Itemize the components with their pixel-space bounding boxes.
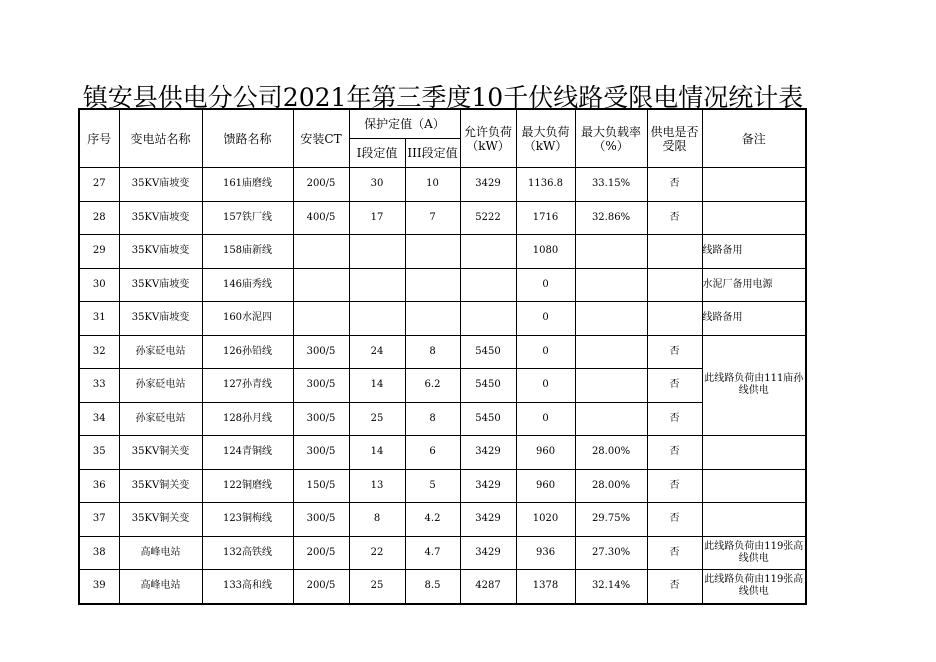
- cell-seq: 29: [79, 235, 119, 269]
- header-feeder: 馈路名称: [202, 109, 293, 168]
- header-max-load: 最大负荷（kW）: [516, 109, 575, 168]
- cell-note: 此线路负荷由119张高线供电: [702, 536, 806, 570]
- header-limited: 供电是否受限: [647, 109, 702, 168]
- cell-limited: [647, 268, 702, 302]
- cell-seq: 30: [79, 268, 119, 302]
- cell-seq: 32: [79, 335, 119, 369]
- cell-rate: [575, 402, 647, 436]
- cell-s1: 30: [349, 168, 405, 202]
- cell-s1: 8: [349, 503, 405, 537]
- cell-max: 1378: [516, 570, 575, 604]
- cell-rate: [575, 335, 647, 369]
- header-station: 变电站名称: [119, 109, 202, 168]
- cell-rate: [575, 268, 647, 302]
- cell-seq: 39: [79, 570, 119, 604]
- cell-feeder: 128孙月线: [202, 402, 293, 436]
- cell-rate: 32.14%: [575, 570, 647, 604]
- cell-seq: 27: [79, 168, 119, 202]
- cell-allowed: 3429: [460, 436, 516, 470]
- statistics-table: [78, 108, 807, 605]
- cell-limited: 否: [647, 402, 702, 436]
- cell-note: 此线路负荷由111庙孙线供电: [702, 335, 806, 436]
- cell-s3: 10: [405, 168, 460, 202]
- cell-max: 936: [516, 536, 575, 570]
- cell-max: 0: [516, 402, 575, 436]
- cell-allowed: 3429: [460, 168, 516, 202]
- cell-note: 水泥厂备用电源: [702, 268, 806, 302]
- cell-limited: 否: [647, 469, 702, 503]
- cell-allowed: 5222: [460, 201, 516, 235]
- cell-s3: 4.7: [405, 536, 460, 570]
- cell-feeder: 146庙秀线: [202, 268, 293, 302]
- table-row: [79, 503, 806, 537]
- cell-station: 高峰电站: [119, 536, 202, 570]
- cell-s3: 6: [405, 436, 460, 470]
- table-row: [79, 536, 806, 570]
- cell-limited: [647, 302, 702, 336]
- table-row: [79, 235, 806, 269]
- cell-feeder: 124青铜线: [202, 436, 293, 470]
- cell-seq: 34: [79, 402, 119, 436]
- cell-s1: 14: [349, 436, 405, 470]
- cell-max: 0: [516, 335, 575, 369]
- cell-s1: 24: [349, 335, 405, 369]
- cell-limited: [647, 235, 702, 269]
- cell-limited: 否: [647, 201, 702, 235]
- header-stage3: III段定值: [405, 139, 460, 168]
- cell-seq: 35: [79, 436, 119, 470]
- cell-max: 1020: [516, 503, 575, 537]
- cell-rate: 28.00%: [575, 436, 647, 470]
- cell-rate: [575, 302, 647, 336]
- cell-station: 高峰电站: [119, 570, 202, 604]
- cell-feeder: 132高铁线: [202, 536, 293, 570]
- cell-note: [702, 469, 806, 503]
- cell-station: 孙家砭电站: [119, 335, 202, 369]
- cell-seq: 36: [79, 469, 119, 503]
- cell-feeder: 122铜磨线: [202, 469, 293, 503]
- cell-max: 0: [516, 302, 575, 336]
- cell-seq: 31: [79, 302, 119, 336]
- cell-ct: [293, 268, 349, 302]
- cell-rate: 29.75%: [575, 503, 647, 537]
- header-seq: 序号: [79, 109, 119, 168]
- table-row: [79, 335, 806, 369]
- cell-note: 线路备用: [702, 235, 806, 269]
- cell-s1: 17: [349, 201, 405, 235]
- cell-seq: 37: [79, 503, 119, 537]
- table-row: [79, 369, 806, 403]
- header-ct: 安装CT: [293, 109, 349, 168]
- cell-max: 960: [516, 469, 575, 503]
- cell-ct: 300/5: [293, 503, 349, 537]
- cell-station: 35KV铜关变: [119, 436, 202, 470]
- cell-note: [702, 436, 806, 470]
- cell-s3: 6.2: [405, 369, 460, 403]
- cell-allowed: [460, 302, 516, 336]
- cell-allowed: 5450: [460, 402, 516, 436]
- cell-max: 960: [516, 436, 575, 470]
- header-note: 备注: [702, 109, 806, 168]
- cell-note: 线路备用: [702, 302, 806, 336]
- cell-rate: [575, 235, 647, 269]
- cell-rate: 28.00%: [575, 469, 647, 503]
- cell-station: 孙家砭电站: [119, 402, 202, 436]
- cell-allowed: [460, 268, 516, 302]
- cell-note: [702, 168, 806, 202]
- cell-allowed: 5450: [460, 369, 516, 403]
- header-max-rate: 最大负载率（%）: [575, 109, 647, 168]
- cell-limited: 否: [647, 369, 702, 403]
- cell-s3: 8: [405, 402, 460, 436]
- cell-s1: 14: [349, 369, 405, 403]
- cell-seq: 38: [79, 536, 119, 570]
- cell-feeder: 127孙青线: [202, 369, 293, 403]
- cell-station: 35KV庙坡变: [119, 235, 202, 269]
- cell-ct: 200/5: [293, 570, 349, 604]
- header-allowed: 允许负荷（kW）: [460, 109, 516, 168]
- cell-s1: [349, 235, 405, 269]
- cell-rate: [575, 369, 647, 403]
- cell-feeder: 160水泥四: [202, 302, 293, 336]
- cell-s1: 25: [349, 402, 405, 436]
- cell-feeder: 126孙铅线: [202, 335, 293, 369]
- cell-s3: 8: [405, 335, 460, 369]
- cell-ct: 150/5: [293, 469, 349, 503]
- cell-station: 35KV庙坡变: [119, 302, 202, 336]
- cell-limited: 否: [647, 168, 702, 202]
- cell-ct: 300/5: [293, 436, 349, 470]
- cell-s3: 4.2: [405, 503, 460, 537]
- cell-allowed: [460, 235, 516, 269]
- cell-ct: 400/5: [293, 201, 349, 235]
- cell-max: 1080: [516, 235, 575, 269]
- table-row: [79, 201, 806, 235]
- cell-rate: 33.15%: [575, 168, 647, 202]
- table-row: [79, 168, 806, 202]
- cell-limited: 否: [647, 570, 702, 604]
- cell-allowed: 3429: [460, 536, 516, 570]
- cell-max: 0: [516, 369, 575, 403]
- cell-station: 35KV铜关变: [119, 503, 202, 537]
- cell-seq: 33: [79, 369, 119, 403]
- table-row: [79, 469, 806, 503]
- cell-ct: 200/5: [293, 536, 349, 570]
- cell-feeder: 157铁厂线: [202, 201, 293, 235]
- header-protection: 保护定值（A）: [349, 109, 460, 139]
- cell-max: 1136.8: [516, 168, 575, 202]
- cell-s3: 8.5: [405, 570, 460, 604]
- cell-note: [702, 201, 806, 235]
- cell-s3: [405, 302, 460, 336]
- cell-allowed: 3429: [460, 469, 516, 503]
- cell-s1: [349, 268, 405, 302]
- cell-allowed: 4287: [460, 570, 516, 604]
- cell-ct: 300/5: [293, 335, 349, 369]
- cell-allowed: 3429: [460, 503, 516, 537]
- cell-max: 1716: [516, 201, 575, 235]
- cell-s1: 13: [349, 469, 405, 503]
- cell-ct: 300/5: [293, 369, 349, 403]
- cell-s1: 22: [349, 536, 405, 570]
- table-row: [79, 436, 806, 470]
- cell-feeder: 133高和线: [202, 570, 293, 604]
- header-stage1: I段定值: [349, 139, 405, 168]
- cell-limited: 否: [647, 335, 702, 369]
- page-title: 镇安县供电分公司2021年第三季度10千伏线路受限电情况统计表: [82, 83, 804, 112]
- table-row: [79, 570, 806, 604]
- cell-s3: 7: [405, 201, 460, 235]
- cell-note: [702, 503, 806, 537]
- cell-feeder: 158庙新线: [202, 235, 293, 269]
- table-row: [79, 402, 806, 436]
- cell-s1: [349, 302, 405, 336]
- cell-station: 35KV庙坡变: [119, 168, 202, 202]
- cell-limited: 否: [647, 436, 702, 470]
- cell-note: 此线路负荷由119张高线供电: [702, 570, 806, 604]
- cell-s3: [405, 235, 460, 269]
- cell-allowed: 5450: [460, 335, 516, 369]
- cell-feeder: 123铜梅线: [202, 503, 293, 537]
- cell-ct: 300/5: [293, 402, 349, 436]
- cell-ct: [293, 302, 349, 336]
- cell-station: 35KV铜关变: [119, 469, 202, 503]
- cell-limited: 否: [647, 536, 702, 570]
- cell-station: 35KV庙坡变: [119, 201, 202, 235]
- cell-max: 0: [516, 268, 575, 302]
- cell-s3: [405, 268, 460, 302]
- cell-feeder: 161庙磨线: [202, 168, 293, 202]
- table-row: [79, 302, 806, 336]
- cell-station: 孙家砭电站: [119, 369, 202, 403]
- cell-s1: 25: [349, 570, 405, 604]
- cell-rate: 27.30%: [575, 536, 647, 570]
- cell-ct: 200/5: [293, 168, 349, 202]
- cell-station: 35KV庙坡变: [119, 268, 202, 302]
- cell-s3: 5: [405, 469, 460, 503]
- cell-limited: 否: [647, 503, 702, 537]
- cell-seq: 28: [79, 201, 119, 235]
- cell-rate: 32.86%: [575, 201, 647, 235]
- cell-ct: [293, 235, 349, 269]
- table-row: [79, 268, 806, 302]
